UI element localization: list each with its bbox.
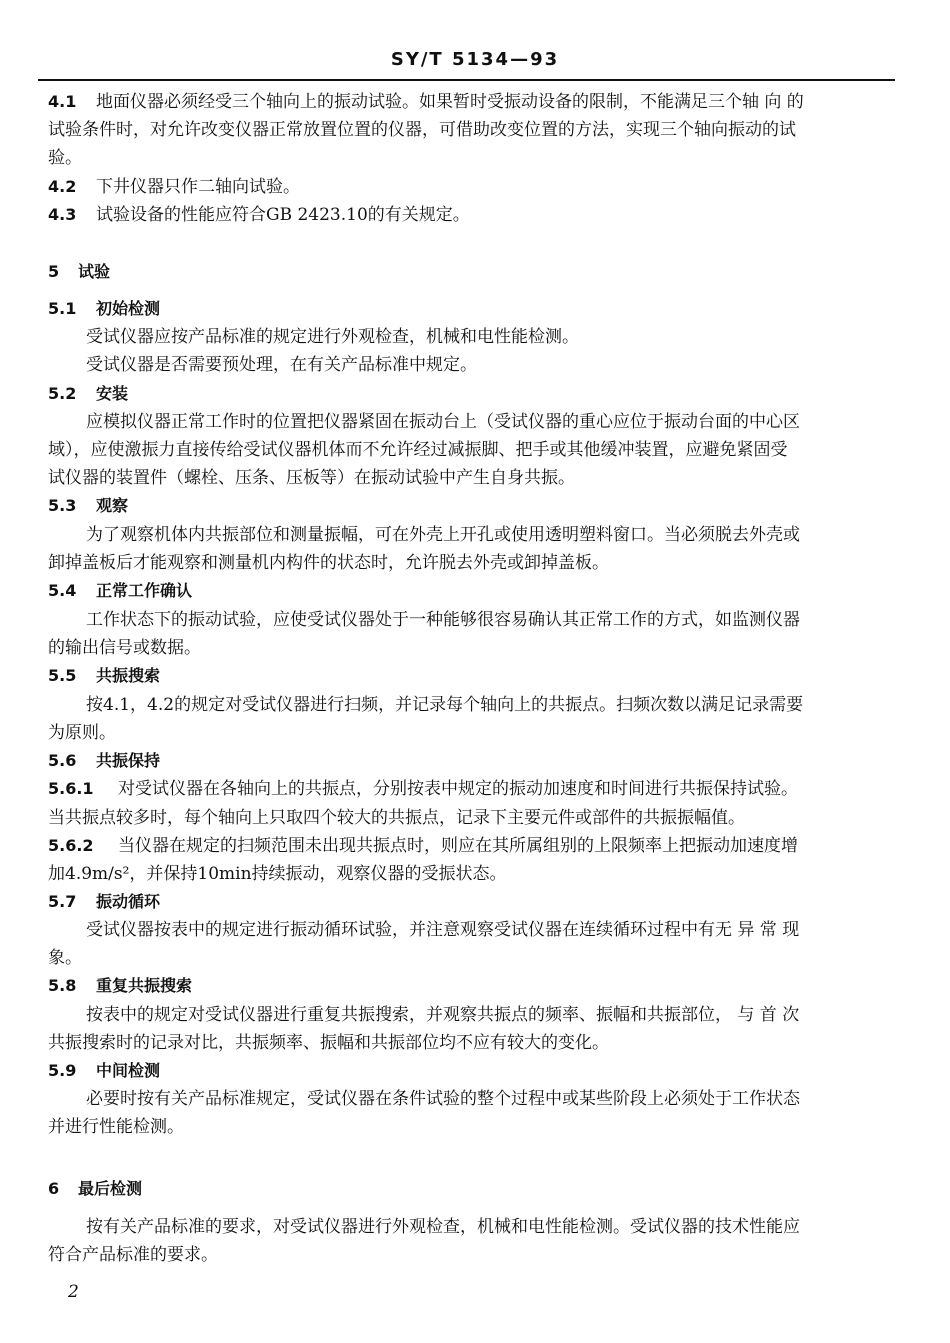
clause-5-8-line-2: 共振搜索时的记录对比，共振频率、振幅和共振部位均不应有较大的变化。 bbox=[48, 1033, 609, 1053]
section-6-heading bbox=[48, 1176, 142, 1202]
clause-4-1-line-2: 试验条件时，对允许改变仪器正常放置位置的仪器，可借助改变位置的方法，实现三个轴向振动的试 bbox=[48, 120, 796, 140]
clause-5-6-2-line-1 bbox=[48, 833, 798, 859]
clause-5-1-para-1: 受试仪器应按产品标准的规定进行外观检查，机械和电性能检测。 bbox=[86, 327, 579, 347]
clause-5-5-heading bbox=[48, 663, 160, 689]
section-number: 5 bbox=[48, 262, 60, 281]
clause-title: 共振搜索 bbox=[96, 666, 161, 685]
section-6-line-2: 符合产品标准的要求。 bbox=[48, 1245, 218, 1265]
clause-title: 振动循环 bbox=[96, 892, 161, 911]
clause-5-4-line-2: 的输出信号或数据。 bbox=[48, 638, 201, 658]
clause-number: 5.6.1 bbox=[48, 779, 94, 798]
clause-number: 4.1 bbox=[48, 92, 77, 111]
clause-5-9-line-1: 必要时按有关产品标准规定，受试仪器在条件试验的整个过程中或某些阶段上必须处于工作状态 bbox=[86, 1089, 800, 1109]
clause-title: 重复共振搜索 bbox=[96, 976, 193, 995]
clause-4-1-line-1 bbox=[48, 89, 804, 115]
clause-4-2 bbox=[48, 174, 300, 200]
clause-5-2-line-3: 试仪器的装置件（螺栓、压条、压板等）在振动试验中产生自身共振。 bbox=[48, 468, 575, 488]
clause-4-1-line-3: 验。 bbox=[48, 148, 82, 168]
clause-number: 5.1 bbox=[48, 299, 77, 318]
page-number: 2 bbox=[68, 1282, 79, 1302]
clause-number: 4.3 bbox=[48, 205, 77, 224]
clause-number: 5.7 bbox=[48, 892, 77, 911]
clause-number: 5.3 bbox=[48, 496, 77, 515]
clause-5-1-heading bbox=[48, 296, 160, 322]
clause-5-9-heading bbox=[48, 1058, 160, 1084]
clause-number: 5.6.2 bbox=[48, 836, 94, 855]
clause-5-6-heading bbox=[48, 748, 160, 774]
section-title: 试验 bbox=[78, 262, 111, 281]
clause-text: 当仪器在规定的扫频范围未出现共振点时，则应在其所属组别的上限频率上把振动加速度增 bbox=[118, 836, 798, 856]
clause-text: 下井仪器只作二轴向试验。 bbox=[96, 177, 300, 197]
clause-5-2-line-2: 域），应使激振力直接传给受试仪器机体而不允许经过减振脚、把手或其他缓冲装置，应避免紧固受 bbox=[48, 440, 788, 460]
section-6-line-1: 按有关产品标准的要求，对受试仪器进行外观检查，机械和电性能检测。受试仪器的技术性能应 bbox=[86, 1217, 800, 1237]
clause-title: 初始检测 bbox=[96, 299, 161, 318]
header-rule bbox=[38, 79, 895, 81]
clause-5-4-line-1: 工作状态下的振动试验，应使受试仪器处于一种能够很容易确认其正常工作的方式，如监测仪器 bbox=[86, 610, 800, 630]
clause-number: 5.6 bbox=[48, 751, 77, 770]
clause-5-3-line-2: 卸掉盖板后才能观察和测量机内构件的状态时，允许脱去外壳或卸掉盖板。 bbox=[48, 553, 609, 573]
standard-code-header: SY/T 5134—93 bbox=[390, 49, 560, 70]
clause-5-7-line-1: 受试仪器按表中的规定进行振动循环试验，并注意观察受试仪器在连续循环过程中有无 异 常 现 bbox=[86, 920, 800, 940]
section-5-heading bbox=[48, 259, 110, 285]
clause-title: 正常工作确认 bbox=[96, 581, 193, 600]
clause-5-2-heading bbox=[48, 381, 128, 407]
clause-number: 5.5 bbox=[48, 666, 77, 685]
clause-text: 试验设备的性能应符合GB 2423.10的有关规定。 bbox=[96, 205, 470, 225]
clause-5-3-heading bbox=[48, 493, 128, 519]
clause-5-6-2-line-2: 加4.9m/s²，并保持10min持续振动，观察仪器的受振状态。 bbox=[48, 864, 507, 884]
clause-number: 4.2 bbox=[48, 177, 77, 196]
clause-number: 5.2 bbox=[48, 384, 77, 403]
clause-title: 共振保持 bbox=[96, 751, 161, 770]
clause-text: 对受试仪器在各轴向上的共振点，分别按表中规定的振动加速度和时间进行共振保持试验。 bbox=[118, 779, 798, 799]
clause-5-7-heading bbox=[48, 889, 160, 915]
clause-title: 安装 bbox=[96, 384, 129, 403]
clause-5-6-1-line-2: 当共振点较多时，每个轴向上只取四个较大的共振点，记录下主要元件或部件的共振振幅值。 bbox=[48, 808, 745, 828]
clause-title: 中间检测 bbox=[96, 1061, 161, 1080]
section-number: 6 bbox=[48, 1179, 60, 1198]
clause-5-8-line-1: 按表中的规定对受试仪器进行重复共振搜索，并观察共振点的频率、振幅和共振部位， 与 首 次 bbox=[86, 1005, 800, 1025]
clause-5-7-line-2: 象。 bbox=[48, 948, 82, 968]
clause-number: 5.8 bbox=[48, 976, 77, 995]
clause-4-3 bbox=[48, 202, 470, 228]
clause-5-6-1-line-1 bbox=[48, 776, 798, 802]
section-title: 最后检测 bbox=[78, 1179, 143, 1198]
clause-5-9-line-2: 并进行性能检测。 bbox=[48, 1117, 184, 1137]
clause-5-2-line-1: 应模拟仪器正常工作时的位置把仪器紧固在振动台上（受试仪器的重心应位于振动台面的中心区 bbox=[86, 412, 800, 432]
clause-5-1-para-2: 受试仪器是否需要预处理，在有关产品标准中规定。 bbox=[86, 355, 477, 375]
clause-5-5-line-1: 按4.1，4.2的规定对受试仪器进行扫频，并记录每个轴向上的共振点。扫频次数以满足记录需要 bbox=[86, 695, 804, 715]
clause-text: 地面仪器必须经受三个轴向上的振动试验。如果暂时受振动设备的限制，不能满足三个轴 向 的 bbox=[96, 92, 804, 112]
clause-5-4-heading bbox=[48, 578, 192, 604]
clause-title: 观察 bbox=[96, 496, 129, 515]
clause-5-5-line-2: 为原则。 bbox=[48, 723, 116, 743]
clause-number: 5.9 bbox=[48, 1061, 77, 1080]
clause-number: 5.4 bbox=[48, 581, 77, 600]
clause-5-8-heading bbox=[48, 973, 192, 999]
clause-5-3-line-1: 为了观察机体内共振部位和测量振幅，可在外壳上开孔或使用透明塑料窗口。当必须脱去外壳或 bbox=[86, 525, 800, 545]
